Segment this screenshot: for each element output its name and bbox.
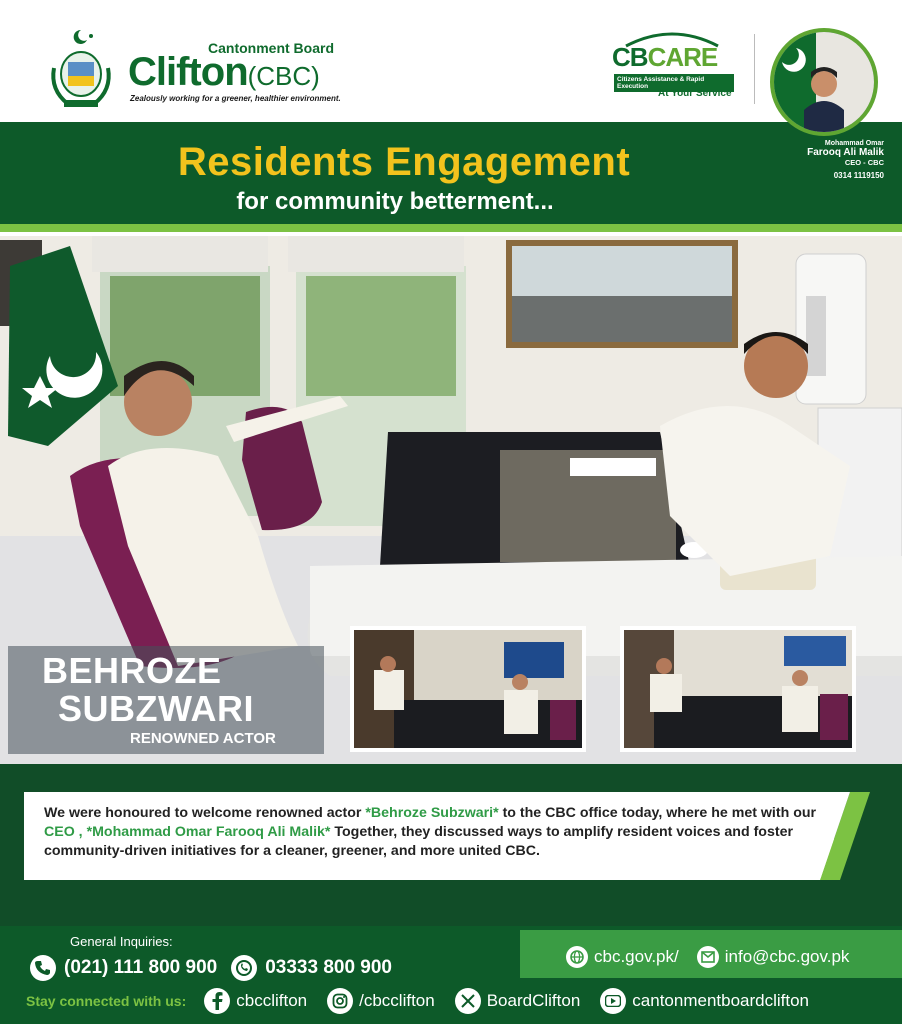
facebook-icon — [204, 988, 230, 1014]
cbcare-logo — [612, 28, 736, 104]
cbcare-title — [612, 42, 717, 73]
youtube-icon — [600, 988, 626, 1014]
ceo-portrait — [770, 28, 878, 136]
instagram-icon — [327, 988, 353, 1014]
brand-tagline: Zealously working for a greener, healthier environment. — [130, 94, 341, 103]
ceo-caption — [758, 140, 884, 180]
ceo-name: Farooq Ali Malik — [807, 147, 884, 158]
facebook-link[interactable]: cbcclifton — [236, 991, 308, 1010]
cbc-emblem-icon — [46, 28, 116, 112]
web-contacts — [566, 944, 861, 970]
phone-number[interactable]: (021) 111 800 900 — [64, 957, 218, 978]
cbcare-title-b: CARE — [647, 42, 718, 72]
guest-title: RENOWNED ACTOR — [130, 730, 276, 747]
social-links — [26, 987, 823, 1015]
ceo-prefix: Mohammad Omar — [824, 140, 884, 147]
brand-main-text: Clifton — [128, 50, 248, 94]
brand-title — [128, 50, 320, 95]
cbcare-title-a: CB — [612, 42, 648, 72]
x-icon — [455, 988, 481, 1014]
guest-first-name: BEHROZE — [42, 650, 222, 691]
brand-top-text: Cantonment Board — [208, 40, 334, 56]
description-text — [44, 804, 824, 861]
instagram-link[interactable]: /cbcclifton — [359, 991, 435, 1010]
email-icon — [697, 946, 719, 968]
website-link[interactable]: cbc.gov.pk/ — [594, 947, 679, 966]
cbcare-subtitle: Citizens Assistance & Rapid Execution — [614, 74, 734, 92]
guest-last-name: SUBZWARI — [58, 688, 254, 729]
header — [0, 0, 902, 122]
phone-icon — [30, 955, 56, 981]
general-inquiries-label: General Inquiries: — [70, 934, 173, 949]
description-accent-icon — [820, 792, 870, 880]
globe-icon — [566, 946, 588, 968]
x-link[interactable]: BoardClifton — [486, 991, 581, 1010]
desc-ceo-ref: CEO , *Mohammad Omar Farooq Ali Malik* — [44, 824, 331, 840]
cbcare-service: At Your Service — [658, 88, 732, 99]
stay-connected-label: Stay connected with us: — [26, 993, 187, 1009]
subheadline: for community betterment... — [236, 188, 554, 215]
desc-part2: to the CBC office today, where he met with our — [498, 805, 817, 821]
whatsapp-icon — [231, 955, 257, 981]
desc-guest-ref: *Behroze Subzwari* — [365, 805, 499, 821]
whatsapp-number[interactable]: 03333 800 900 — [265, 957, 392, 978]
ceo-phone: 0314 1119150 — [833, 171, 884, 180]
inset-photo-2 — [620, 626, 856, 752]
ceo-role: CEO - CBC — [844, 158, 884, 167]
banner-stripe — [0, 224, 902, 232]
headline: Residents Engagement — [177, 140, 631, 184]
desc-part3: Together, they discussed ways to amplify resident voices and foster community-driven initiatives for a cleaner, greener, and more united CBC. — [44, 824, 793, 859]
ceo-portrait-icon — [774, 32, 874, 132]
youtube-link[interactable]: cantonmentboardclifton — [632, 991, 810, 1010]
inset-photo-2-scene — [624, 630, 852, 748]
brand-suffix-text: (CBC) — [247, 61, 320, 91]
header-divider — [754, 34, 755, 104]
desc-part1: We were honoured to welcome renowned actor — [44, 805, 366, 821]
inset-photo-1-scene — [354, 630, 582, 748]
inset-photo-1 — [350, 626, 586, 752]
phone-contacts — [30, 955, 398, 981]
email-link[interactable]: info@cbc.gov.pk — [724, 947, 850, 966]
